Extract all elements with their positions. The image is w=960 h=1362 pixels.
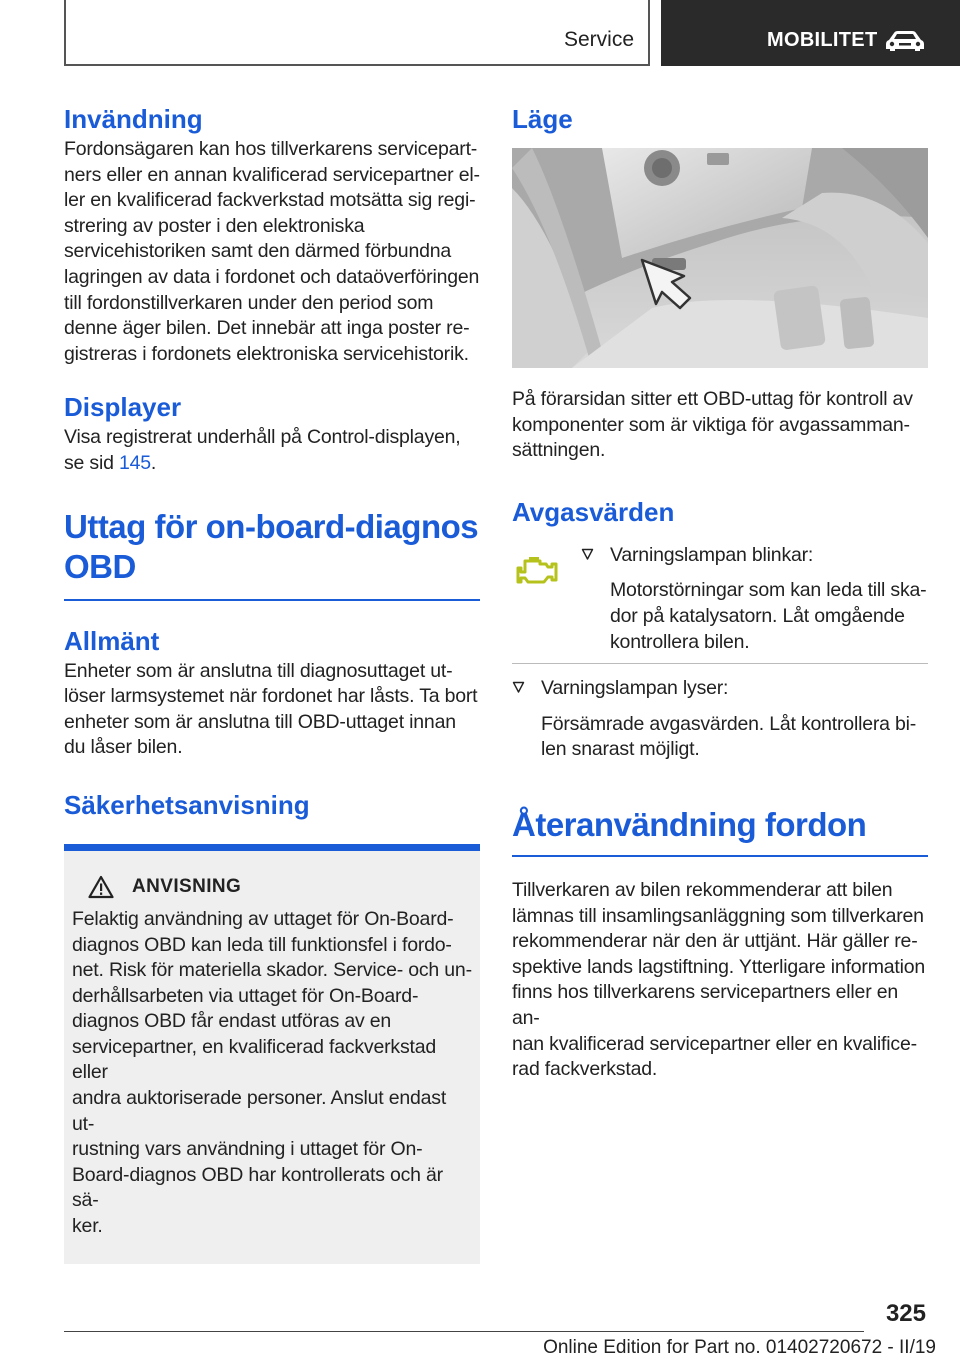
page-link-145[interactable]: 145 [118, 451, 151, 474]
warning-top-bar [64, 844, 480, 851]
recycling-paragraph: Tillverkaren av bilen rekommenderar att bilen lämnas till insamlingsanläggning som tillverkaren rekommenderar när den är uttjänt. Här gäller re- spektive lands lagstiftning. Ytterligare information finns hos tillverkarens servicepartners eller en an- nan kvalificerad servicepartner eller en kvalifice- rad fackverkstad. [512, 878, 926, 1081]
warning-header [88, 875, 472, 899]
location-paragraph: På förarsidan sitter ett OBD-uttag för kontroll av komponenter som är viktiga för avgassamman- sättningen. [512, 388, 913, 462]
right-column [512, 102, 928, 1083]
triangle-bullet-icon [512, 681, 525, 694]
obd-heading: Uttag för on-board-diagnos OBD [64, 507, 479, 585]
display-text: Visa registrerat underhåll på Control-displayen, se sid [64, 426, 461, 474]
item2-label: Varningslampan lyser: [541, 677, 729, 700]
recycling-heading: Återanvändning fordon [512, 805, 867, 843]
car-icon [885, 30, 925, 52]
header-chapter-title: MOBILITET [767, 29, 878, 51]
location-heading: Läge [512, 104, 573, 134]
item2-text: Försämrade avgasvärden. Låt kontrollera bi- len snarast möjligt. [541, 712, 917, 761]
item1-text: Motorstörningar som kan leda till ska- dor på katalysatorn. Låt omgående kontrollera bilen. [610, 579, 927, 653]
warning-triangle-icon [88, 875, 114, 899]
warning-label: ANVISNING [132, 875, 242, 897]
left-column [64, 102, 480, 1264]
display-paragraph [64, 425, 480, 476]
list-item [581, 543, 928, 655]
recycling-heading-rule [512, 855, 928, 857]
page-number: 325 [885, 1300, 926, 1327]
emissions-heading: Avgasvärden [512, 496, 675, 527]
header-chapter-box [661, 0, 960, 66]
safety-heading: Säkerhetsanvisning [64, 789, 310, 820]
emissions-list [512, 543, 928, 655]
list-item [512, 676, 928, 763]
list-separator [512, 663, 928, 664]
header-section-title: Service [563, 28, 634, 51]
triangle-bullet-icon [581, 548, 594, 561]
display-heading: Displayer [64, 392, 182, 423]
header-section-box [64, 0, 650, 66]
obd-heading-rule [64, 599, 480, 601]
general-heading: Allmänt [64, 625, 160, 656]
check-engine-icon [516, 555, 562, 587]
use-paragraph: Fordonsägaren kan hos tillverkarens servicepart- ners eller en annan kvalificerad servicepartner el- ler en kvalificerad fackverkstad motsätta sig regi- strering av poster i den elektroniska servicehistoriken samt den därmed förbundna lagringen av data i fordonet och dataöverföringen till fordonstillverkaren under den period som denne äger bilen. Det innebär att inga poster re- gistreras i fordonets elektroniska servicehistorik. [64, 138, 480, 365]
obd-location-illustration [512, 148, 928, 368]
warning-box [64, 851, 480, 1264]
use-heading: Invändning [64, 104, 203, 134]
footer-rule [64, 1331, 864, 1332]
item1-label: Varningslampan blinkar: [610, 543, 814, 566]
footer-edition: Online Edition for Part no. 01402720672 - II/19 [543, 1337, 936, 1358]
warning-text: Felaktig användning av uttaget för On-Board- diagnos OBD kan leda till funktionsfel i fordo- net. Risk för materiella skador. Service- och un- derhållsarbeten via uttaget för On-Board- diagnos OBD får endast utföras av en servicepartner, en kvalificerad fackverkstad eller andra auktoriserade personer. Anslut endast ut- rustning vars användning i uttaget för On- Board-diagnos OBD har kontrollerats och är sä- ker. [72, 907, 472, 1238]
general-paragraph: Enheter som är anslutna till diagnosuttaget ut- löser larmsystemet när fordonet har låsts. Ta bort enheter som är anslutna till OBD-uttaget innan du låser bilen. [64, 659, 478, 759]
display-text-end: . [150, 451, 157, 474]
obd-location-photo [512, 148, 928, 368]
